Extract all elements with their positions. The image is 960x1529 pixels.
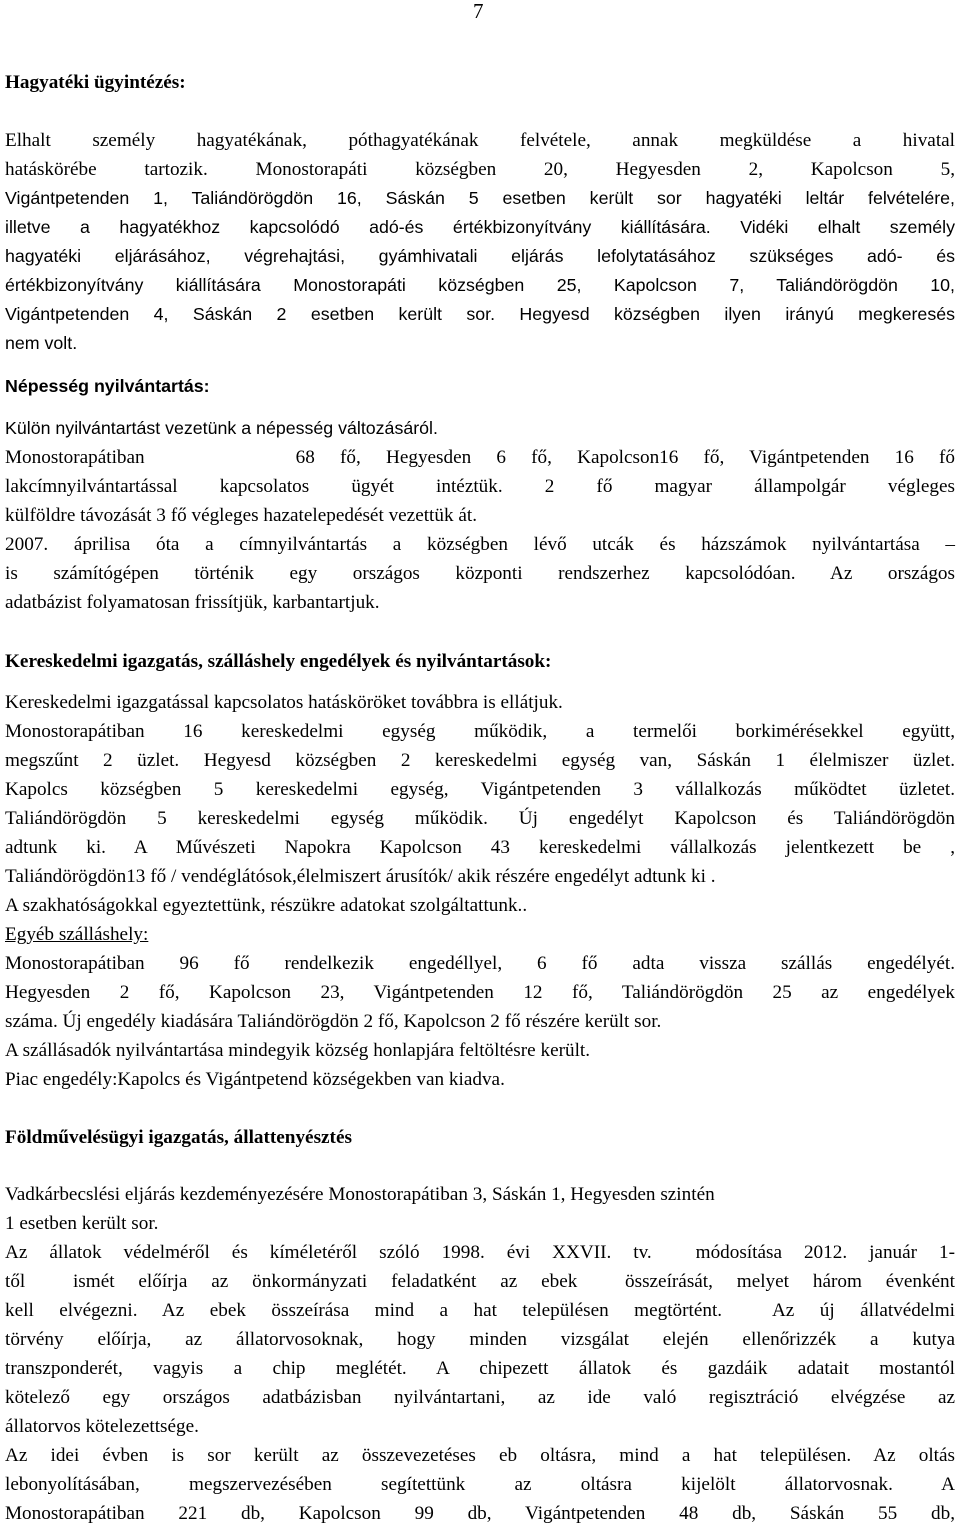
paragraph-line: Az idei évben is sor került az összevezetéses eb oltásra, mind a hat településen. Az oltás <box>5 1445 955 1466</box>
paragraph-line: Monostorapátiban 96 fő rendelkezik engedéllyel, 6 fő adta vissza szállás engedélyét. <box>5 953 955 974</box>
paragraph-line: Piac engedély:Kapolcs és Vigántpetend községekben van kiadva. <box>5 1069 505 1090</box>
section-kereskedelmi-body <box>5 688 955 1094</box>
paragraph-line: Monostorapátiban 68 fő, Hegyesden 6 fő, Kapolcson16 fő, Vigántpetenden 16 fő <box>5 447 955 468</box>
paragraph-line: illetve a hagyatékhoz kapcsolódó adó-és értékbizonyítvány kiállítására. Vidéki elhalt személy <box>5 217 955 237</box>
paragraph-line: törvény előírja, az állatorvosoknak, hogy minden vizsgálat elején ellenőrizzék a kutya <box>5 1329 955 1350</box>
section-nepesseg-heading-block <box>5 372 955 401</box>
paragraph-line: nem volt. <box>5 333 78 353</box>
paragraph-line: Hegyesden 2 fő, Kapolcson 23, Vigántpetenden 12 fő, Taliándörögdön 25 az engedélyek <box>5 982 955 1003</box>
paragraph-line: Monostorapátiban 221 db, Kapolcson 99 db, Vigántpetenden 48 db, Sáskán 55 db, <box>5 1503 955 1524</box>
paragraph-line: Vigántpetenden 1, Taliándörögdön 16, Sáskán 5 esetben került sor hagyatéki leltár felvételére, <box>5 188 955 208</box>
paragraph-line: adatbázist folyamatosan frissítjük, karbantartjuk. <box>5 592 380 613</box>
paragraph-line: lebonyolításában, megszervezésében segítettünk az oltásra kijelölt állatorvosnak. A <box>5 1474 955 1495</box>
paragraph-line: Taliándörögdön 5 kereskedelmi egység működik. Új engedélyt Kapolcson és Taliándörögdön <box>5 808 955 829</box>
section-nepesseg-body <box>5 414 955 617</box>
paragraph-line: Taliándörögdön13 fő / vendéglátósok,élelmiszert árusítók/ akik részére engedélyt adtunk ki . <box>5 866 716 887</box>
paragraph-line: Vadkárbecslési eljárás kezdeményezésére Monostorapátiban 3, Sáskán 1, Hegyesden szintén <box>5 1184 715 1205</box>
paragraph-line: is számítógépen történik egy országos központi rendszerhez kapcsolódóan. Az országos <box>5 563 955 584</box>
section-foldmuvelesugyi-body <box>5 1180 955 1528</box>
section-hagyateki-heading-block <box>5 68 955 97</box>
paragraph-line: kötelező egy országos adatbázisban nyilvántartani, az ide való regisztráció elvégzése az <box>5 1387 955 1408</box>
paragraph-line: értékbizonyítvány kiállítására Monostorapáti községben 25, Kapolcson 7, Taliándörögdön 10, <box>5 275 955 295</box>
section-hagyateki-body <box>5 126 955 358</box>
paragraph-line: Külön nyilvántartást vezetünk a népesség változásáról. <box>5 418 438 438</box>
section-heading: Hagyatéki ügyintézés: <box>5 72 186 93</box>
paragraph-line: transzponderét, vagyis a chip meglétét. A chipezett állatok és gazdáik adatait mostantól <box>5 1358 955 1379</box>
section-heading: Népesség nyilvántartás: <box>5 376 210 396</box>
paragraph-line: 1 esetben került sor. <box>5 1213 159 1234</box>
paragraph-line: száma. Új engedély kiadására Taliándörögdön 2 fő, Kapolcson 2 fő részére került sor. <box>5 1011 662 1032</box>
paragraph-line: hagyatéki eljárásához, végrehajtási, gyámhivatali eljárás lefolytatásához szükséges adó- és <box>5 246 955 266</box>
section-kereskedelmi-heading-block <box>5 647 955 676</box>
paragraph-line: megszűnt 2 üzlet. Hegyesd községben 2 kereskedelmi egység van, Sáskán 1 élelmiszer üzlet. <box>5 750 955 771</box>
paragraph-line: 2007. áprilisa óta a címnyilvántartás a községben lévő utcák és házszámok nyilvántartása – <box>5 534 955 555</box>
section-heading: Kereskedelmi igazgatás, szálláshely engedélyek és nyilvántartások: <box>5 651 552 672</box>
paragraph-line: Kapolcs községben 5 kereskedelmi egység, Vigántpetenden 3 vállalkozás működtet üzletet. <box>5 779 955 800</box>
subsection-heading: Egyéb szálláshely: <box>5 924 149 945</box>
section-foldmuvelesugyi-heading-block <box>5 1123 955 1152</box>
paragraph-line: lakcímnyilvántartással kapcsolatos ügyét intéztük. 2 fő magyar állampolgár végleges <box>5 476 955 497</box>
paragraph-line: től ismét előírja az önkormányzati feladatként az ebek összeírását, melyet három évenként <box>5 1271 955 1292</box>
paragraph-line: Monostorapátiban 16 kereskedelmi egység működik, a termelői borkimérésekkel együtt, <box>5 721 955 742</box>
page-number: 7 <box>473 0 484 23</box>
paragraph-line: A szállásadók nyilvántartása mindegyik község honlapjára feltöltésre került. <box>5 1040 591 1061</box>
paragraph-line: Vigántpetenden 4, Sáskán 2 esetben került sor. Hegyesd községben ilyen irányú megkeresés <box>5 304 955 324</box>
paragraph-line: Kereskedelmi igazgatással kapcsolatos hatásköröket továbbra is ellátjuk. <box>5 692 563 713</box>
paragraph-line: Az állatok védelméről és kíméletéről szóló 1998. évi XXVII. tv. módosítása 2012. január 1- <box>5 1242 955 1263</box>
section-heading: Földművelésügyi igazgatás, állattenyésztés <box>5 1127 352 1148</box>
paragraph-line: A szakhatóságokkal egyeztettünk, részükre adatokat szolgáltattunk.. <box>5 895 528 916</box>
paragraph-line: állatorvos kötelezettsége. <box>5 1416 199 1437</box>
paragraph-line: kell elvégezni. Az ebek összeírása mind a hat településen megtörtént. Az új állatvédelmi <box>5 1300 955 1321</box>
paragraph-line: Elhalt személy hagyatékának, póthagyatékának felvétele, annak megküldése a hivatal <box>5 130 955 151</box>
paragraph-line: külföldre távozását 3 fő végleges hazatelepedését vezettük át. <box>5 505 478 526</box>
paragraph-line: adtunk ki. A Művészeti Napokra Kapolcson 43 kereskedelmi vállalkozás jelentkezett be , <box>5 837 955 858</box>
paragraph-line: hatáskörébe tartozik. Monostorapáti községben 20, Hegyesden 2, Kapolcson 5, <box>5 159 955 180</box>
